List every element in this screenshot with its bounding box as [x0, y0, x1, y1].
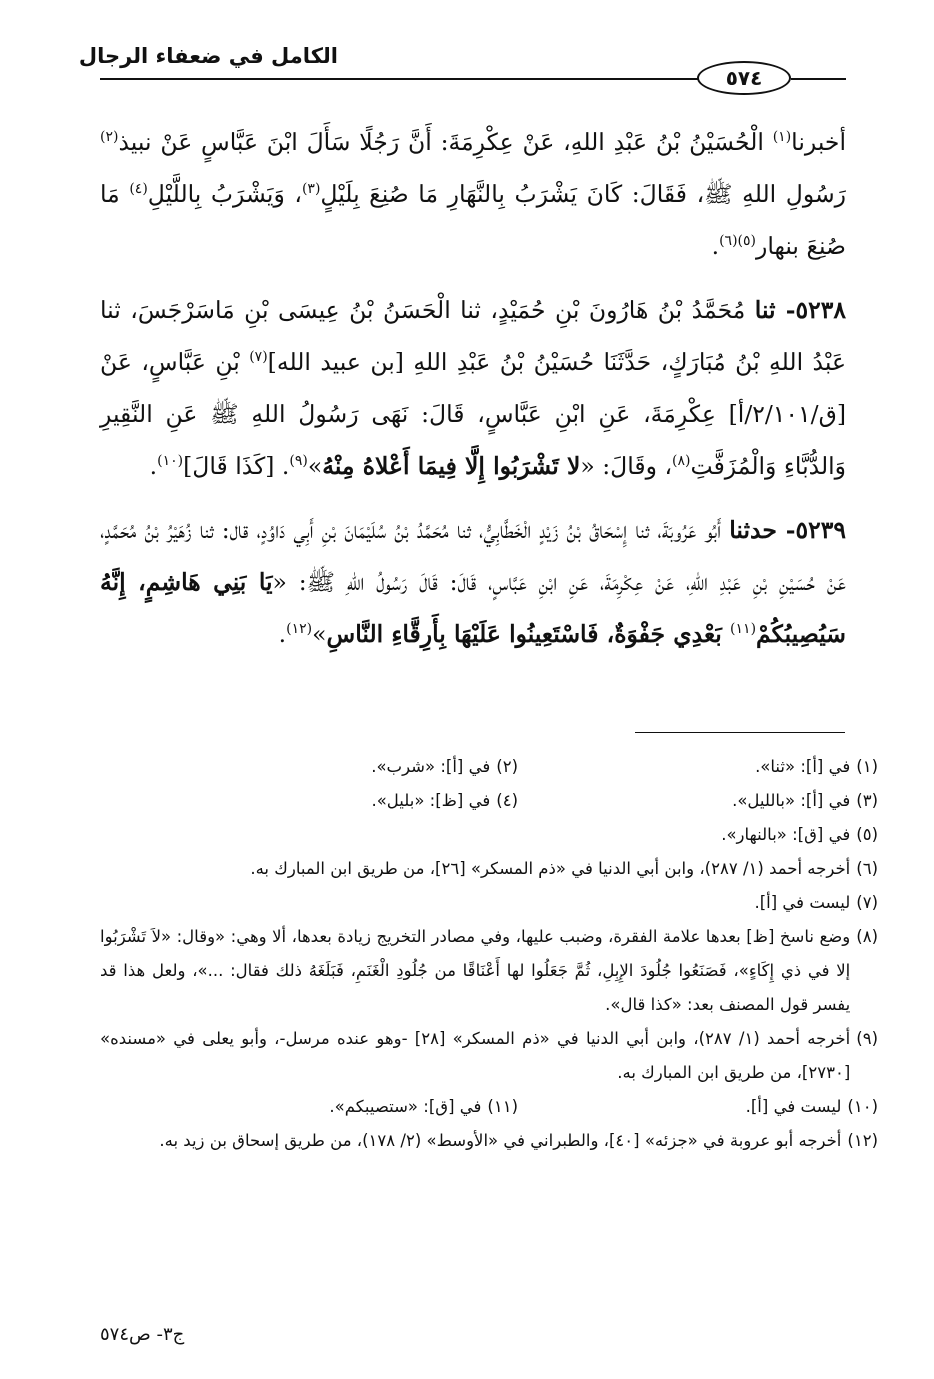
footnote-number: (١١) [487, 1097, 518, 1116]
footnote-7 [100, 886, 878, 920]
footnote-6 [100, 852, 878, 886]
text-run: . [711, 232, 720, 260]
footnote-number: (٣) [856, 791, 878, 810]
footnote-number: (٨) [856, 927, 878, 946]
footnote-2 [158, 750, 518, 784]
footnote-11 [158, 1090, 518, 1124]
footnote-text: ليست في [أ]. [745, 1097, 842, 1116]
header-rule-right [791, 78, 846, 80]
footnote-marker: (٤) [129, 181, 148, 198]
paragraph [100, 504, 846, 660]
bold-text: بَعْدِي جَفْوَةٌ، فَاسْتَعِينُوا عَلَيْهَا بِأَرِقَّاءِ النَّاسِ [326, 620, 731, 648]
footnote-number: (٩) [856, 1029, 878, 1048]
footnote-text: ليست في [أ]. [754, 893, 851, 912]
footnote-text: في [أ]: «بالليل». [732, 791, 851, 810]
footnote-number: (٤) [496, 791, 518, 810]
footnote-marker: (٨) [672, 453, 691, 470]
text-run: مَا صُنِعَ بنهار [100, 180, 846, 260]
footnote-text: أخرجه أحمد (١/ ٢٨٧)، وابن أبي الدنيا في «ذم المسكر» [٢٦]، من طريق ابن المبارك به. [250, 859, 851, 878]
footnote-1 [518, 750, 878, 784]
footnote-marker: (١٠) [157, 453, 184, 470]
text-run: أَبُو عَرُوبَةَ، ثنا إِسْحَاقُ بْنُ زَيْدٍ الْخَطَّابِيُّ، ثنا مُحَمَّدُ بْنُ سُلَيْمَانَ بْنِ أَبِي دَاوُدٍ، قال: ثنا زُهَيْرُ بْنُ مُحَمَّدٍ، عَنْ حُسَيْنِ بْنِ عَبْدِ اللهِ، عَنْ عِكْرِمَةَ، عَنِ ابْنِ عَبَّاسٍ، قَالَ: قَالَ رَسُولُ اللهِ ﷺ: « [100, 516, 846, 596]
footnote-10 [518, 1090, 878, 1124]
footnote-marker: (١) [772, 129, 792, 146]
footnote-number: (٢) [496, 757, 518, 776]
footnote-5 [100, 818, 878, 852]
footnote-separator [635, 732, 845, 733]
footnote-number: (٥) [856, 825, 878, 844]
footnote-8 [100, 920, 878, 1022]
book-title: الكامل في ضعفاء الرجال [78, 44, 338, 68]
text-run: مُحَمَّدُ بْنُ هَارُونَ بْنِ حُمَيْدٍ، ثنا الْحَسَنُ بْنُ عِيسَى بْنِ مَاسَرْجَسَ، ثنا عَبْدُ اللهِ بْنُ مُبَارَكٍ، حَدَّثَنَا حُسَيْنُ بْنُ عَبْدِ اللهِ [بن عبيد الله] [100, 296, 847, 376]
bold-text: ٥٢٣٨- [775, 296, 847, 324]
footnote-marker: (٢) [100, 129, 119, 146]
bold-text: يَا بَنِي هَاشِمٍ، إِنَّهُ سَيُصِيبُكُمْ [100, 568, 846, 648]
main-text [100, 116, 846, 672]
footnote-marker: (٣) [301, 181, 321, 198]
bold-text: حدثنا [729, 516, 777, 544]
footnote-4 [158, 784, 518, 818]
bold-text: ٥٢٣٩- [776, 516, 846, 544]
text-run: أخبرنا [791, 128, 846, 156]
footnotes [100, 750, 878, 1158]
text-run: رَسُولِ اللهِ ﷺ، فَقَالَ: كَانَ يَشْرَبُ بِالنَّهَارِ مَا صُنِعَ بِلَيْلٍ [320, 180, 846, 208]
bold-text: ثنا [754, 296, 776, 324]
footnote-text: أخرجه أبو عروبة في «جزئه» [٤٠]، والطبراني في «الأوسط» (٢/ ١٧٨)، من طريق إسحاق بن زيد به. [159, 1131, 842, 1150]
text-run: ، وَيَشْرَبُ بِاللَّيْلِ [147, 180, 302, 208]
text-run: » [312, 620, 327, 648]
footnote-number: (٦) [856, 859, 878, 878]
footnote-text: وضع ناسخ [ظ] بعدها علامة الفقرة، وضبب عليها، وفي مصادر التخريج زيادة بعدها، ألا وهي: «وقال: «لاَ تَشْرَبُوا إلا في ذي إِكَاءٍ»، فَصَنَعُوا جُلُودَ الإِبِلِ، ثُمَّ جَعَلُوا لها أَعْنَاقًا من جُلُودِ الْغَنَمِ، فَبَلَغَهُ ذلك فقال: ...»، ولعل هذا قد يفسر قول المصنف بعد: «كذا قال». [100, 927, 851, 1014]
footnote-marker: (٧) [249, 349, 268, 366]
footnote-9 [100, 1022, 878, 1090]
bold-text: لا تَشْرَبُوا إِلَّا فِيمَا أَعْلاهُ مِنْهُ [322, 452, 581, 480]
text-run: الْحُسَيْنُ بْنُ عَبْدِ اللهِ، عَنْ عِكْرِمَةَ: أَنَّ رَجُلًا سَأَلَ ابْنَ عَبَّاسٍ عَنْ نبيذ [118, 128, 773, 156]
text-run: ، وقَالَ: « [580, 452, 673, 480]
footnote-number: (١٢) [847, 1131, 878, 1150]
footnote-text: في [ظ]: «بليل». [371, 791, 491, 810]
footnote-row [100, 750, 878, 784]
footnote-row [100, 784, 878, 818]
footnote-text: أخرجه أحمد (١/ ٢٨٧)، وابن أبي الدنيا في «ذم المسكر» [٢٨] -وهو عنده مرسل-، وأبو يعلى في «مسنده» [٢٧٣٠]، من طريق ابن المبارك به. [100, 1029, 851, 1082]
paragraph [100, 284, 846, 492]
page-number: ٥٧٤ [697, 61, 791, 95]
footnote-text: في [ق]: «ستصيبكم». [329, 1097, 482, 1116]
footnote-row [100, 1090, 878, 1124]
footnote-number: (٧) [856, 893, 878, 912]
footnote-number: (١) [856, 757, 878, 776]
footnote-marker: (١١) [730, 621, 757, 638]
footnote-marker: (١٢) [286, 621, 313, 638]
text-run: . [كَذَا قَالَ] [183, 452, 290, 480]
footnote-text: في [أ]: «ثنا». [755, 757, 851, 776]
footnote-12 [100, 1124, 878, 1158]
page-reference: ج٣- ص٥٧٤ [100, 1324, 185, 1345]
text-run: » [307, 452, 323, 480]
paragraph [100, 116, 846, 272]
footnote-marker: (٩) [289, 453, 308, 470]
text-run: بْنِ عَبَّاسٍ، عَنْ [ق/٢/١٠١/أ] عِكْرِمَةَ، عَنِ ابْنِ عَبَّاسٍ، قَالَ: نَهَى رَسُولُ اللهِ ﷺ عَنِ النَّقِيرِ وَالدُّبَّاءِ وَالْمُزَفَّتِ [100, 348, 846, 480]
footnote-number: (١٠) [847, 1097, 878, 1116]
footnote-text: في [أ]: «شرب». [371, 757, 491, 776]
header-rule [100, 78, 698, 80]
text-run: . [278, 620, 287, 648]
footnote-text: في [ق]: «بالنهار». [721, 825, 851, 844]
footnote-marker: (٥)(٦) [719, 233, 756, 250]
text-run: . [149, 452, 158, 480]
footnote-3 [518, 784, 878, 818]
